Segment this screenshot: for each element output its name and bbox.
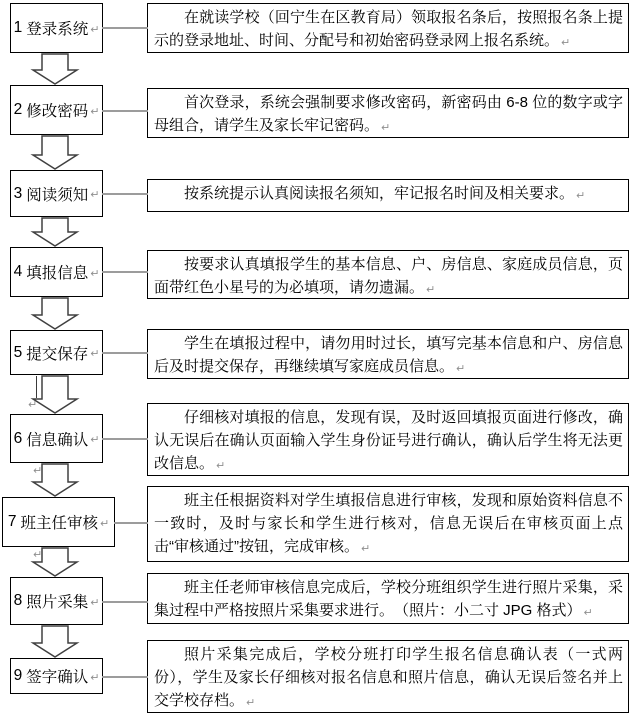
return-mark-icon: ↵ — [90, 189, 100, 201]
down-arrow-icon — [33, 53, 77, 85]
step-title: 提交保存 — [26, 345, 89, 363]
step-number: 3 — [13, 184, 23, 202]
step-title: 填报信息 — [26, 265, 89, 282]
step-description-box-9 — [147, 640, 629, 713]
text-cursor-mark — [36, 376, 37, 398]
connector-line-7 — [114, 522, 148, 524]
connector-line-2 — [102, 110, 148, 112]
step-title: 阅读须知 — [26, 186, 89, 204]
step-description-box-7 — [147, 486, 629, 562]
step-title: 信息确认 — [26, 431, 89, 449]
return-mark-icon: ↵ — [90, 267, 100, 280]
return-mark-icon: ↵ — [456, 363, 466, 375]
step-title: 登录系统 — [26, 21, 89, 38]
step-title: 班主任审核 — [20, 515, 98, 532]
connector-line-8 — [102, 601, 148, 603]
return-mark-icon: ↵ — [90, 348, 100, 360]
return-mark-icon: ↵ — [576, 190, 586, 202]
step-box-7 — [2, 497, 115, 547]
step-description: 按要求认真填报学生的基本信息、户、房信息、家庭成员信息，页面带红色小星号的为必填项，请勿遗漏。 — [154, 256, 623, 296]
step-box-3 — [10, 170, 103, 217]
return-mark-icon: ↵ — [90, 23, 100, 36]
step-number: 2 — [13, 101, 23, 118]
step-description-box-5 — [147, 329, 629, 379]
return-mark-icon: ↵ — [426, 284, 436, 296]
step-box-6 — [10, 414, 103, 463]
connector-line-4 — [102, 271, 148, 273]
step-number: 1 — [13, 19, 23, 36]
down-arrow-icon — [33, 297, 77, 330]
step-box-4 — [10, 247, 103, 297]
step-description: 首次登录，系统会强制要求修改密码，新密码由 6-8 位的数字或字母组合，请学生及家长牢记密码。 — [154, 94, 623, 134]
connector-line-3 — [102, 193, 148, 195]
step-box-8 — [10, 577, 103, 625]
step-box-1 — [10, 3, 103, 53]
down-arrow-icon — [33, 375, 77, 414]
step-description: 按系统提示认真阅读报名须知，牢记报名时间及相关要求。 — [184, 185, 575, 202]
return-mark-icon: ↵ — [583, 607, 593, 619]
return-mark-icon: ↵ — [90, 596, 100, 609]
down-arrow-icon — [33, 217, 77, 247]
step-number: 9 — [13, 667, 23, 684]
step-title: 照片采集 — [26, 594, 89, 611]
step-description-box-2 — [147, 88, 629, 138]
step-description: 学生在填报过程中，请勿用时过长，填写完基本信息和户、房信息后及时提交保存，再继续填写家庭成员信息。 — [154, 335, 623, 375]
step-title: 签字确认 — [26, 669, 89, 686]
return-mark-icon: ↵ — [216, 460, 226, 472]
step-number: 6 — [13, 429, 23, 447]
return-mark-icon: ↵ — [90, 671, 100, 684]
step-number: 8 — [13, 592, 23, 609]
connector-line-6 — [102, 438, 148, 440]
step-box-2 — [10, 85, 103, 135]
return-mark-icon: ↵ — [381, 122, 391, 134]
connector-line-1 — [102, 27, 148, 29]
connector-line-9 — [102, 676, 148, 678]
return-mark-icon: ↵ — [361, 543, 371, 555]
return-mark-icon: ↵ — [33, 549, 43, 561]
step-description: 仔细核对填报的信息，发现有误，及时返回填报页面进行修改，确认无误后在确认页面输入学生身份证号进行确认，确认后学生将无法更改信息。 — [154, 409, 623, 472]
step-description: 照片采集完成后，学校分班打印学生报名信息确认表（一式两份），学生及家长仔细核对报名信息和照片信息，确认无误后签名并上交学校存档。 — [154, 646, 623, 709]
step-number: 7 — [7, 513, 17, 530]
step-description: 班主任根据资料对学生填报信息进行审核，发现和原始资料信息不一致时，及时与家长和学生进行核对，信息无误后在审核页面上点击“审核通过”按钮，完成审核。 — [154, 492, 623, 555]
step-description-box-1 — [147, 3, 629, 53]
step-box-9 — [10, 658, 103, 694]
return-mark-icon: ↵ — [33, 465, 43, 477]
step-number: 5 — [13, 343, 23, 361]
step-number: 4 — [13, 263, 23, 280]
step-description-box-4 — [147, 250, 629, 299]
return-mark-icon: ↵ — [561, 37, 571, 49]
return-mark-icon: ↵ — [90, 105, 100, 118]
step-box-5 — [10, 330, 103, 375]
step-title: 修改密码 — [26, 103, 89, 120]
step-description: 在就读学校（回宁生在区教育局）领取报名条后，按照报名条上提示的登录地址、时间、分配号和初始密码登录网上报名系统。 — [154, 9, 623, 49]
step-description-box-8 — [147, 573, 629, 624]
step-description-box-6 — [147, 403, 629, 476]
step-description-box-3 — [147, 179, 629, 212]
connector-line-5 — [102, 352, 148, 354]
down-arrow-icon — [33, 135, 77, 170]
return-mark-icon: ↵ — [90, 434, 100, 446]
return-mark-icon: ↵ — [246, 697, 256, 709]
step-description: 班主任老师审核信息完成后，学校分班组织学生进行照片采集，采集过程中严格按照片采集要求进行。 （照片：小二寸 JPG 格式） — [154, 579, 623, 619]
return-mark-icon: ↵ — [99, 517, 110, 530]
down-arrow-icon — [33, 625, 77, 658]
return-mark-icon: ↵ — [28, 399, 38, 411]
